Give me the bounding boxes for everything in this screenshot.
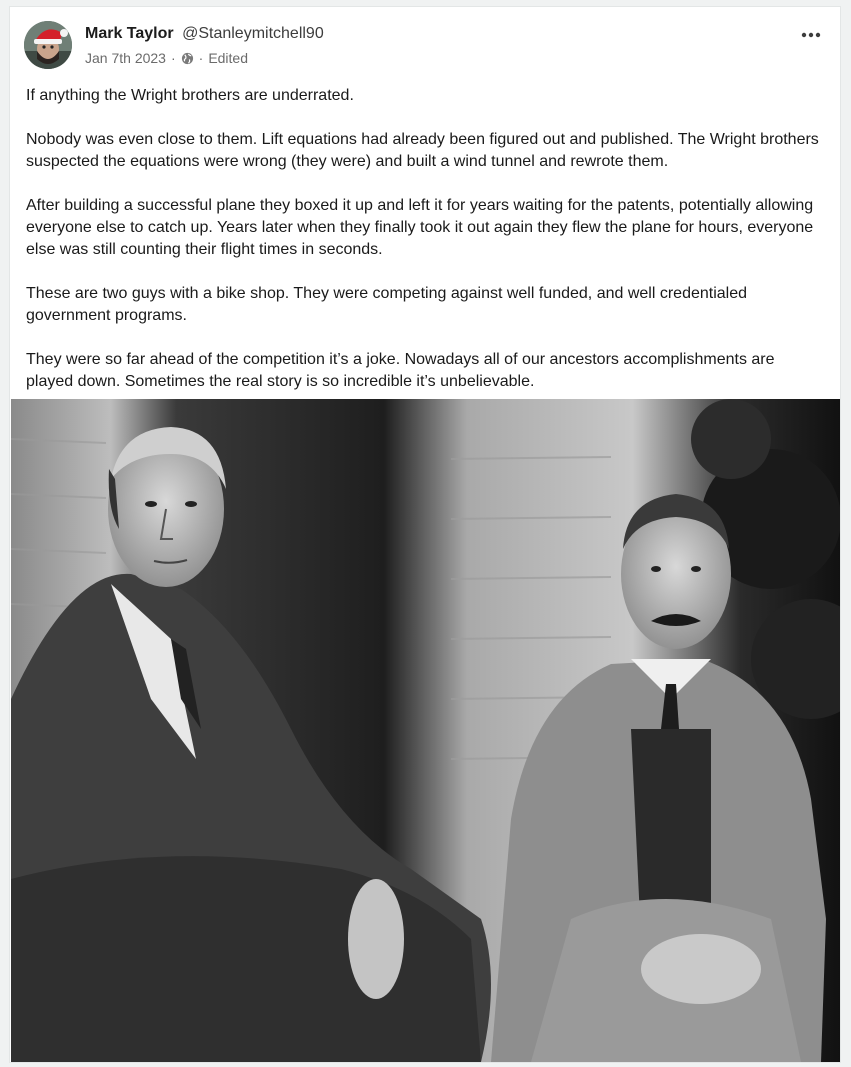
globe-icon	[181, 52, 194, 65]
post-paragraph: They were so far ahead of the competition it’s a joke. Nowadays all of our ancestors accomplishments are played down. Sometimes the real story is so incredible it’s unbelievable.	[26, 351, 775, 390]
post-paragraph: After building a successful plane they boxed it up and left it for years waiting for the patents, potentially allowing everyone else to catch up. Years later when they finally took it out again they flew the plane for hours, everyone else was still counting their flight times in seconds.	[26, 197, 814, 258]
post-card	[9, 6, 841, 1063]
author-line	[85, 25, 324, 43]
post-date[interactable]: Jan 7th 2023	[85, 50, 166, 66]
post-paragraph: If anything the Wright brothers are underrated.	[26, 87, 354, 104]
post-header	[24, 21, 828, 71]
avatar[interactable]	[24, 21, 72, 69]
wright-brothers-photo	[11, 399, 840, 1062]
more-horizontal-icon	[801, 32, 821, 38]
more-options-button[interactable]	[798, 25, 824, 45]
dot-separator-2: ·	[198, 50, 204, 66]
author-name[interactable]: Mark Taylor	[85, 25, 174, 42]
dot-separator: ·	[170, 50, 176, 66]
post-paragraph: These are two guys with a bike shop. They were competing against well funded, and well credentialed government programs.	[26, 285, 748, 324]
post-meta	[85, 50, 248, 66]
edited-label[interactable]: Edited	[208, 50, 249, 66]
author-handle[interactable]: @Stanleymitchell90	[182, 25, 324, 42]
post-paragraph: Nobody was even close to them. Lift equations had already been figured out and published. The Wright brothers suspected the equations were wrong (they were) and built a wind tunnel and rewrote them.	[26, 131, 819, 170]
avatar-image	[24, 21, 72, 69]
post-photo[interactable]	[11, 399, 840, 1062]
post-body	[26, 85, 826, 415]
